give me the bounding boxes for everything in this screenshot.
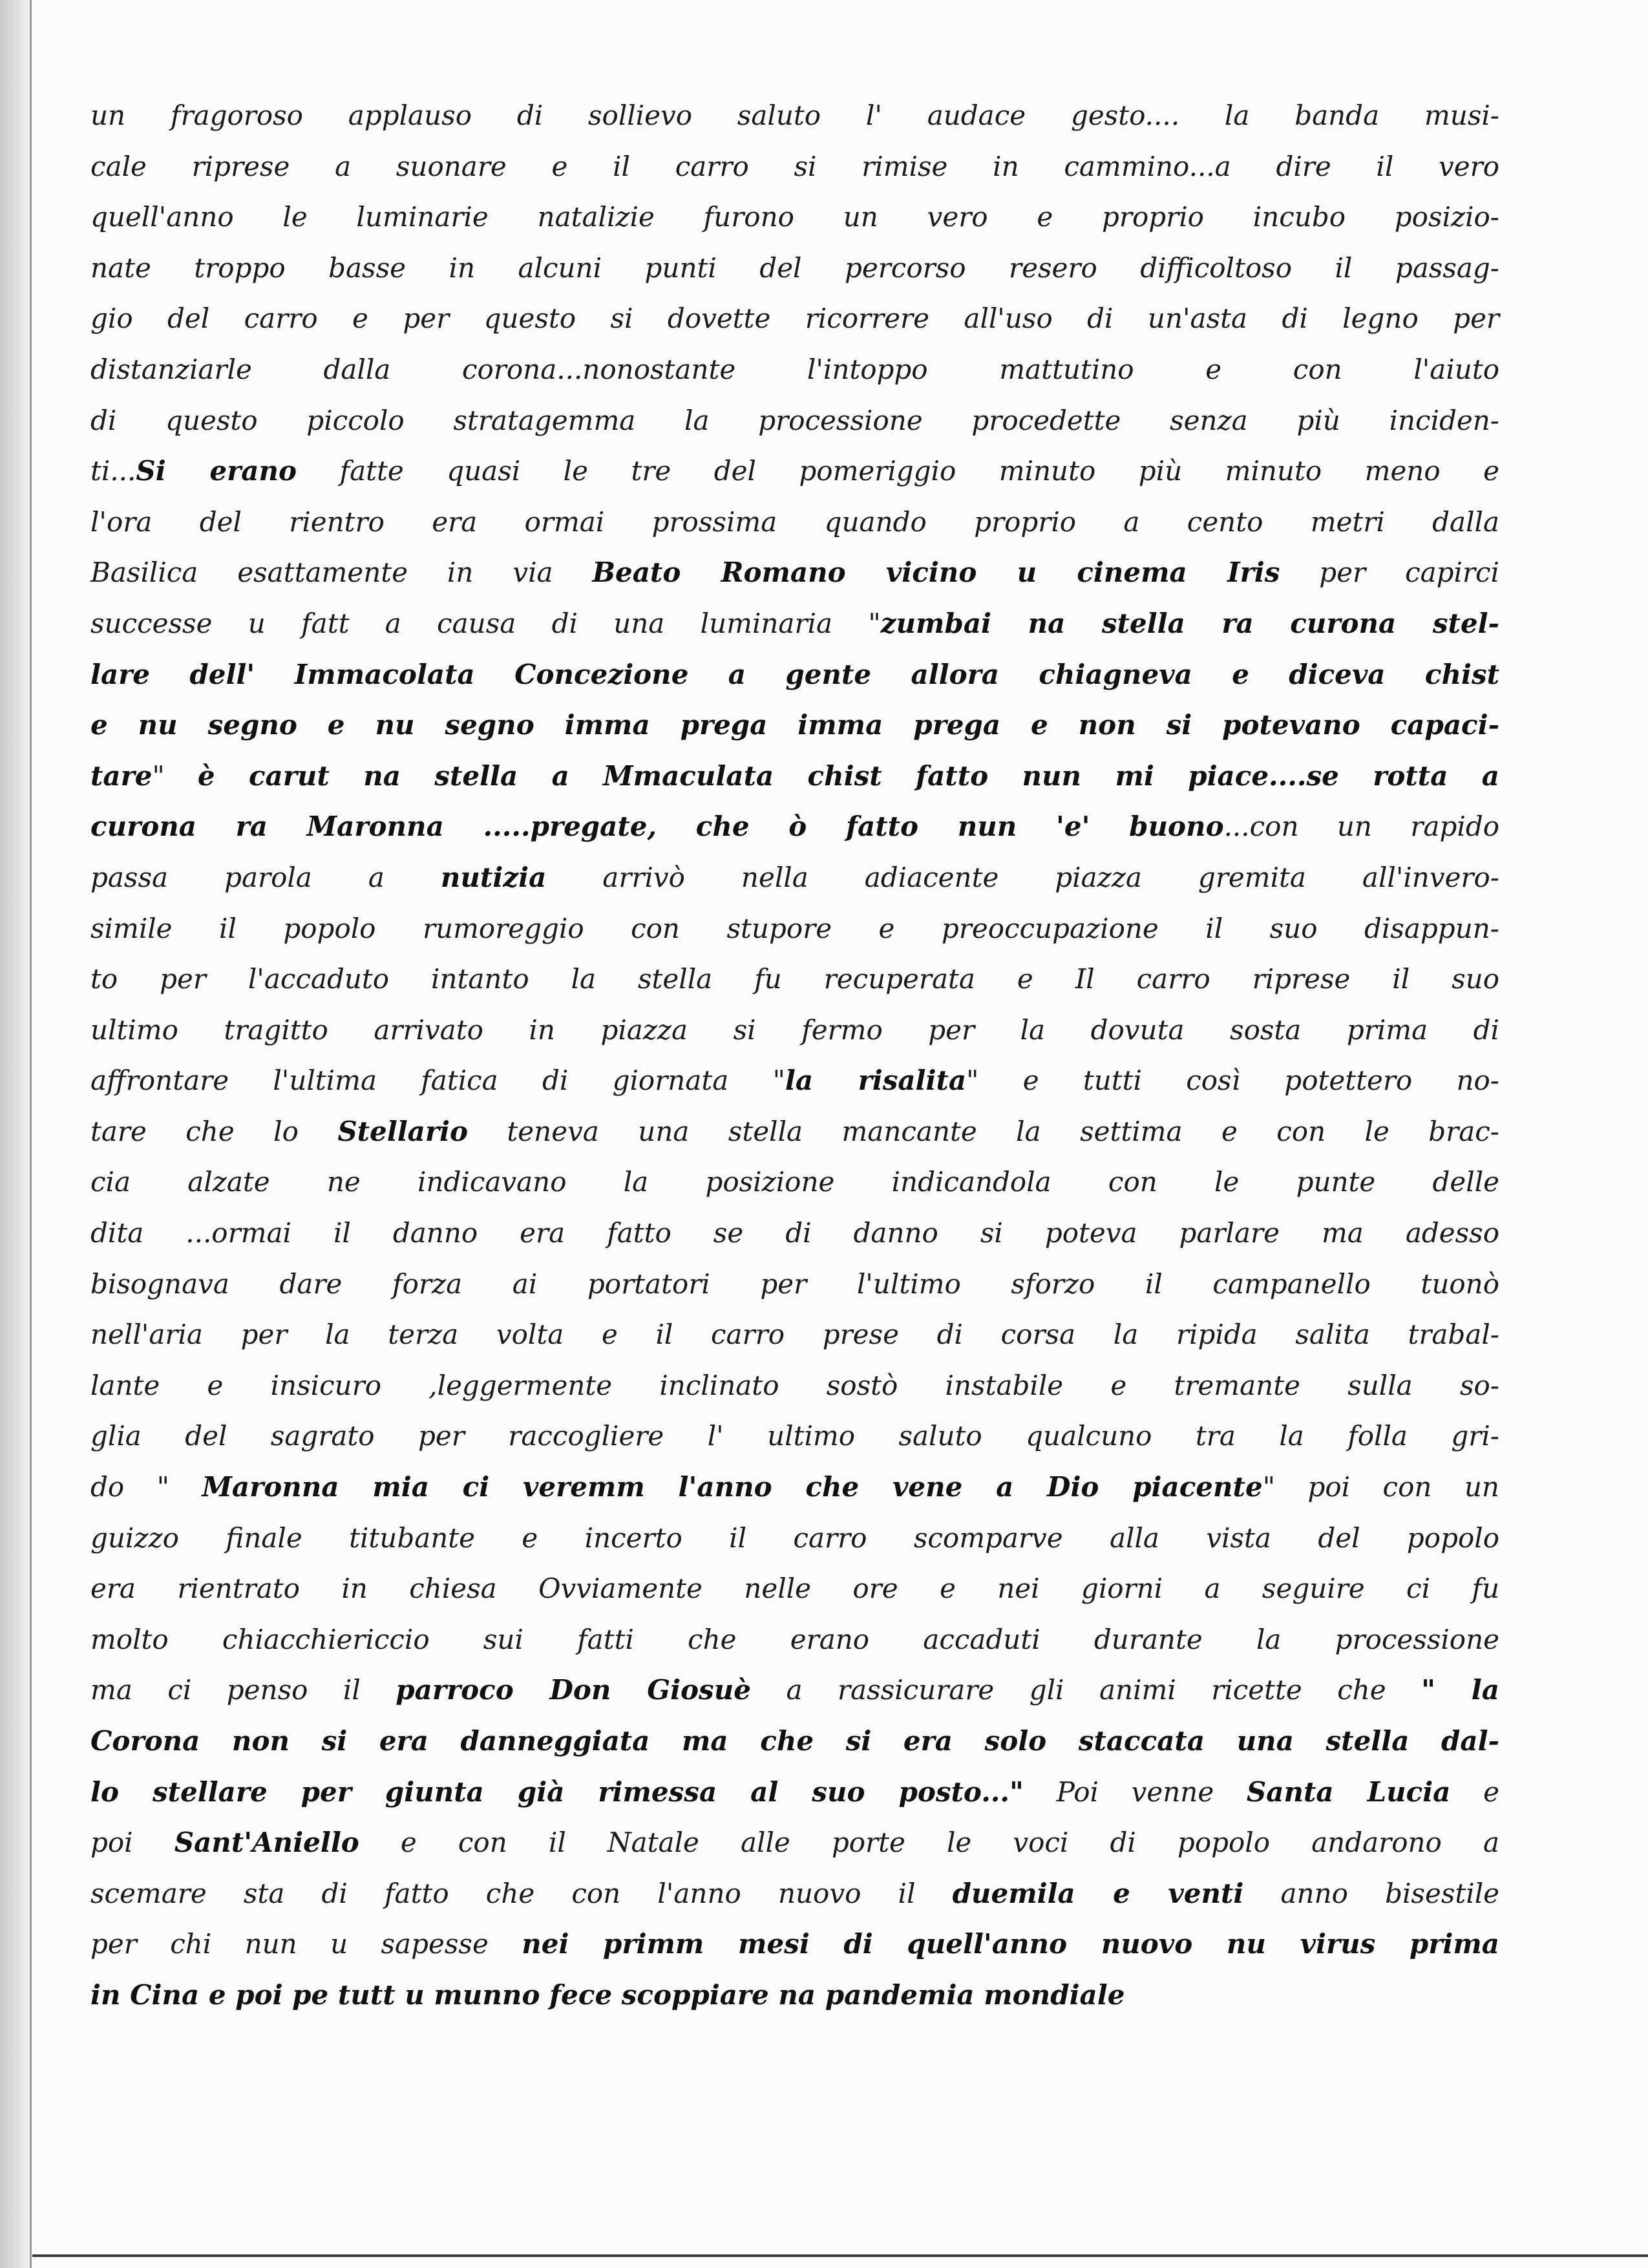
text-segment: affrontare l'ultima fatica di giornata " xyxy=(90,1065,785,1097)
text-line xyxy=(90,1259,1499,1310)
text-segment: dita ...ormai il danno era fatto se di danno si poteva parlare ma adesso xyxy=(90,1217,1499,1249)
text-line xyxy=(90,547,1499,599)
text-segment: to per l'accaduto intanto la stella fu recuperata e Il carro riprese il suo xyxy=(90,963,1499,995)
text-line xyxy=(90,243,1499,294)
text-line xyxy=(90,192,1499,243)
text-segment: a rassicurare gli animi ricette che xyxy=(750,1674,1422,1706)
bold-text: parroco Don Giosuè xyxy=(396,1674,751,1706)
bold-text: e nu segno e nu segno imma prega imma prega e non si potevano capaci- xyxy=(90,709,1499,741)
text-line xyxy=(90,1157,1499,1208)
bold-text: Stellario xyxy=(337,1115,468,1147)
text-segment: era rientrato in chiesa Ovviamente nelle ore e nei giorni a seguire ci fu xyxy=(90,1573,1499,1605)
text-segment: simile il popolo rumoreggio con stupore e preoccupazione il suo disappun- xyxy=(90,912,1499,944)
text-line xyxy=(90,293,1499,344)
bold-text: è carut na stella a Mmaculata chist fatto nun mi piace....se rotta a xyxy=(197,759,1500,792)
text-segment: " poi con un xyxy=(1262,1471,1499,1503)
text-segment: " e tutti così potettero no- xyxy=(966,1065,1499,1097)
text-segment: gio del carro e per questo si dovette ricorrere all'uso di un'asta di legno per xyxy=(90,302,1499,335)
text-segment: Poi venne xyxy=(1023,1775,1247,1808)
text-segment: ti... xyxy=(90,455,136,487)
text-segment: l'ora del rientro era ormai prossima quando proprio a cento metri dalla xyxy=(90,505,1499,538)
text-line xyxy=(90,1005,1499,1056)
text-line xyxy=(90,904,1499,955)
left-edge-line xyxy=(30,0,32,2268)
text-line xyxy=(90,1563,1499,1615)
text-segment: cale riprese a suonare e il carro si rimise in cammino...a dire il vero xyxy=(90,150,1499,182)
text-line xyxy=(90,1309,1499,1361)
left-margin-shadow xyxy=(0,0,30,2268)
bold-text: nei primm mesi di quell'anno nuovo nu virus prima xyxy=(522,1928,1499,1960)
text-line xyxy=(90,446,1499,497)
text-line xyxy=(90,142,1499,193)
text-segment: cia alzate ne indicavano la posizione indicandola con le punte delle xyxy=(90,1166,1499,1198)
text-line xyxy=(90,1919,1499,1970)
text-line xyxy=(90,1869,1499,1920)
text-segment: scemare sta di fatto che con l'anno nuovo il xyxy=(90,1877,953,1909)
text-line xyxy=(90,396,1499,447)
bold-text: Beato Romano vicino u cinema Iris xyxy=(592,556,1280,589)
text-segment: fatte quasi le tre del pomeriggio minuto più minuto meno e xyxy=(297,455,1499,487)
text-segment: distanziarle dalla corona...nonostante l'intoppo mattutino e con l'aiuto xyxy=(90,353,1499,385)
text-segment: nell'aria per la terza volta e il carro prese di corsa la ripida salita trabal- xyxy=(90,1319,1499,1351)
text-line xyxy=(90,954,1499,1005)
text-segment: guizzo finale titubante e incerto il carro scomparve alla vista del popolo xyxy=(90,1521,1499,1554)
text-segment: ...con un rapido xyxy=(1223,811,1499,843)
bottom-edge-line xyxy=(32,2254,1648,2257)
bold-text: Si erano xyxy=(136,455,297,487)
body-text xyxy=(90,90,1499,2021)
text-segment: lante e insicuro ,leggermente inclinato sostò instabile e tremante sulla so- xyxy=(90,1369,1499,1401)
text-line xyxy=(90,1970,1499,2021)
text-line xyxy=(90,1513,1499,1564)
text-segment: poi xyxy=(90,1827,174,1859)
text-segment: do " xyxy=(90,1471,202,1503)
bold-text: in Cina e poi pe tutt u munno fece scoppiare na pandemia mondiale xyxy=(90,1978,1125,2011)
bold-text: nutizia xyxy=(440,861,547,893)
text-line xyxy=(90,1818,1499,1869)
text-segment: teneva una stella mancante la settima e con le brac- xyxy=(468,1115,1499,1147)
text-segment: ultimo tragitto arrivato in piazza si fermo per la dovuta sosta prima di xyxy=(90,1013,1499,1046)
bold-text: Corona non si era danneggiata ma che si era solo staccata una stella dal- xyxy=(90,1725,1499,1757)
text-segment: molto chiacchiericcio sui fatti che erano accaduti durante la processione xyxy=(90,1623,1499,1655)
text-segment: tare che lo xyxy=(90,1115,338,1147)
text-line xyxy=(90,497,1499,548)
text-segment: per chi nun u sapesse xyxy=(90,1928,522,1960)
text-segment: un fragoroso applauso di sollievo saluto l' audace gesto.... la banda musi- xyxy=(90,100,1499,131)
bold-text: la risalita xyxy=(785,1065,967,1097)
text-line xyxy=(90,700,1499,751)
text-line xyxy=(90,599,1499,650)
text-line xyxy=(90,1055,1499,1107)
text-line xyxy=(90,1361,1499,1412)
text-segment: bisognava dare forza ai portatori per l'ultimo sforzo il campanello tuonò xyxy=(90,1267,1499,1300)
text-segment: anno bisestile xyxy=(1243,1877,1499,1909)
text-line xyxy=(90,1107,1499,1158)
text-line xyxy=(90,801,1499,853)
text-segment: per capirci xyxy=(1280,556,1499,589)
text-segment: nate troppo basse in alcuni punti del percorso resero difficoltoso il passag- xyxy=(90,251,1499,284)
text-segment: Basilica esattamente in via xyxy=(90,556,593,589)
text-line xyxy=(90,1716,1499,1767)
text-line xyxy=(90,1462,1499,1513)
bold-text: zumbai na stella ra curona stel- xyxy=(880,607,1499,639)
text-segment: passa parola a xyxy=(90,861,441,893)
bold-text: Santa Lucia xyxy=(1246,1775,1451,1808)
text-segment: successe u fatt a causa di una luminaria " xyxy=(90,607,881,639)
text-segment: di questo piccolo stratagemma la processione procedette senza più inciden- xyxy=(90,404,1499,436)
text-line xyxy=(90,90,1499,142)
text-line xyxy=(90,751,1499,802)
text-line xyxy=(90,1665,1499,1716)
text-line xyxy=(90,1767,1499,1818)
text-segment: e xyxy=(1450,1775,1499,1808)
bold-text: lare dell' Immacolata Concezione a gente allora chiagneva e diceva chist xyxy=(90,658,1499,690)
text-line xyxy=(90,1615,1499,1666)
text-segment: e con il Natale alle porte le voci di popolo andarono a xyxy=(359,1827,1499,1859)
text-segment: arrivò nella adiacente piazza gremita all'invero- xyxy=(546,861,1499,893)
text-line xyxy=(90,1208,1499,1259)
text-segment: ma ci penso il xyxy=(90,1674,396,1706)
bold-text: duemila e venti xyxy=(952,1877,1244,1909)
text-segment: " xyxy=(152,759,198,792)
bold-text: Maronna mia ci veremm l'anno che vene a Dio piacente xyxy=(202,1471,1263,1503)
bold-text: " la xyxy=(1421,1674,1499,1706)
text-segment: glia del sagrato per raccogliere l' ultimo saluto qualcuno tra la folla gri- xyxy=(90,1420,1499,1452)
bold-text: tare xyxy=(90,759,153,792)
text-line xyxy=(90,344,1499,396)
bold-text: Sant'Aniello xyxy=(174,1827,359,1859)
text-line xyxy=(90,1411,1499,1462)
bold-text: curona ra Maronna .....pregate, che ò fatto nun 'e' buono xyxy=(90,811,1224,843)
text-segment: quell'anno le luminarie natalizie furono un vero e proprio incubo posizio- xyxy=(90,201,1499,233)
text-line xyxy=(90,853,1499,904)
text-line xyxy=(90,650,1499,701)
bold-text: lo stellare per giunta già rimessa al suo posto..." xyxy=(90,1775,1024,1808)
